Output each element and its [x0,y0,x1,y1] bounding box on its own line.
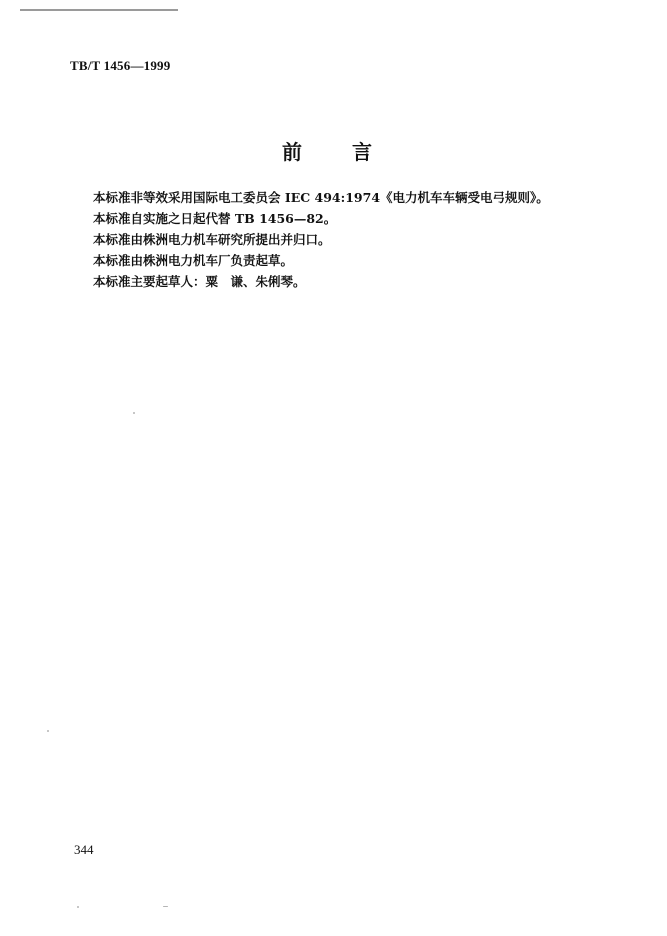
top-rule [20,9,178,11]
title-char-1: 前 [282,140,302,164]
paragraph-drafter: 本标准由株洲电力机车厂负责起草。 [93,253,294,268]
paragraph-adoption: 本标准非等效采用国际电工委员会 IEC 494:1974《电力机车车辆受电弓规则》。 [93,190,549,205]
title-char-2: 言 [352,140,372,164]
page-title [282,136,372,165]
scan-speck [133,412,135,414]
scan-speck [163,906,168,907]
scan-speck [47,730,49,732]
scan-speck [77,906,79,908]
paragraph-proposer: 本标准由株洲电力机车研究所提出并归口。 [93,232,331,247]
page-number: 344 [74,842,94,857]
paragraph-replacement: 本标准自实施之日起代替 TB 1456—82。 [93,211,337,226]
document-code: TB/T 1456—1999 [70,58,171,73]
paragraph-authors: 本标准主要起草人：粟 谦、朱俐琴。 [93,274,306,289]
foreword-body [93,187,613,292]
